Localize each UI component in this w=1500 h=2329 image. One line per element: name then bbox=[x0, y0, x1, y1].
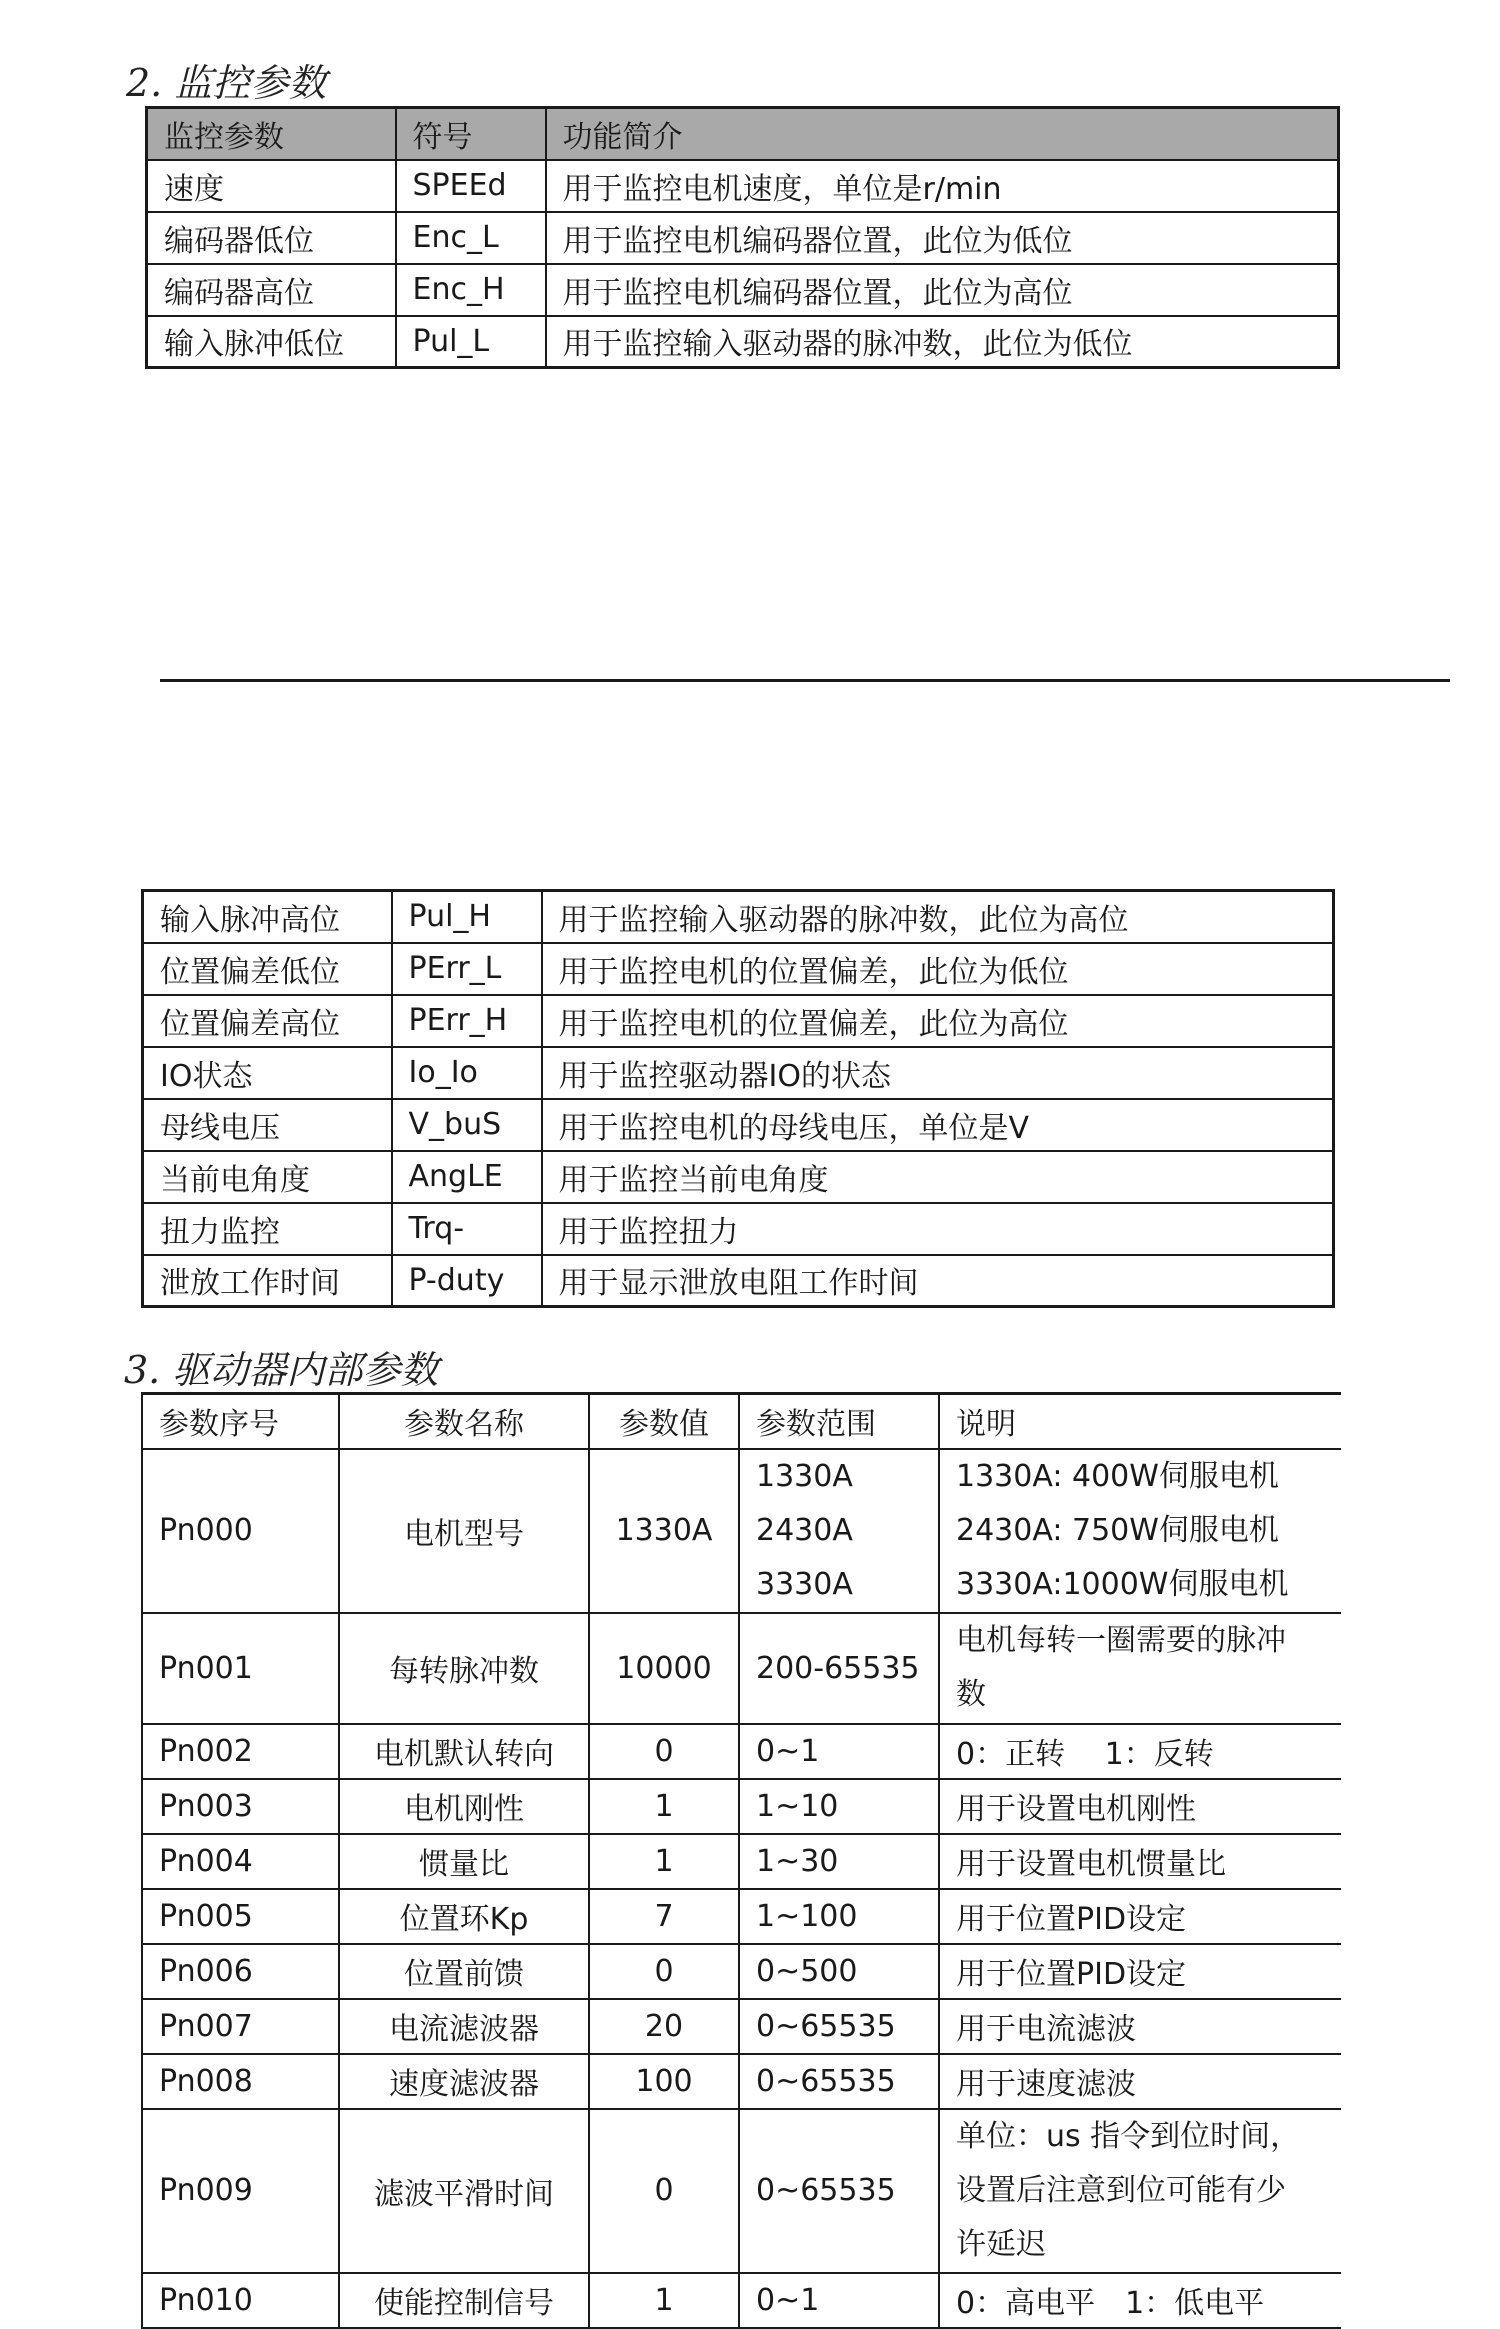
param-value: 0 bbox=[589, 1944, 739, 1999]
table-row bbox=[142, 2054, 1341, 2109]
param-desc: 用于设置电机刚性 bbox=[939, 1779, 1341, 1834]
param-name: 速度 bbox=[147, 160, 396, 212]
param-value: 0 bbox=[589, 2109, 739, 2273]
table-row bbox=[143, 995, 1334, 1047]
param-name: 编码器低位 bbox=[147, 212, 396, 264]
param-symbol: Pul_L bbox=[396, 316, 546, 368]
param-range: 0~65535 bbox=[739, 1999, 939, 2054]
range-line: 1330A bbox=[756, 1458, 853, 1494]
param-desc: 用于监控扭力 bbox=[542, 1203, 1334, 1255]
param-name: 每转脉冲数 bbox=[339, 1613, 589, 1724]
param-value: 1330A bbox=[589, 1449, 739, 1613]
param-name: 当前电角度 bbox=[143, 1151, 392, 1203]
param-desc: 0：正转 1：反转 bbox=[939, 1724, 1341, 1779]
param-symbol: Trq- bbox=[392, 1203, 542, 1255]
table-header-row bbox=[142, 1394, 1341, 1449]
param-value: 20 bbox=[589, 1999, 739, 2054]
param-symbol: PErr_H bbox=[392, 995, 542, 1047]
param-id: Pn000 bbox=[142, 1449, 339, 1613]
table-row bbox=[143, 1203, 1334, 1255]
param-desc: 用于显示泄放电阻工作时间 bbox=[542, 1255, 1334, 1307]
param-symbol: AngLE bbox=[392, 1151, 542, 1203]
param-id: Pn009 bbox=[142, 2109, 339, 2273]
param-desc: 用于监控电机编码器位置，此位为高位 bbox=[546, 264, 1339, 316]
param-symbol: PErr_L bbox=[392, 943, 542, 995]
driver-params-table bbox=[141, 1392, 1341, 2329]
table-row bbox=[143, 891, 1334, 943]
param-name: 位置偏差低位 bbox=[143, 943, 392, 995]
table-row bbox=[142, 2273, 1341, 2328]
header-cell: 监控参数 bbox=[147, 108, 396, 160]
param-value: 1 bbox=[589, 1834, 739, 1889]
range-line: 3330A bbox=[756, 1566, 853, 1602]
param-name: 输入脉冲低位 bbox=[147, 316, 396, 368]
table-row bbox=[147, 316, 1339, 368]
param-desc: 用于监控驱动器IO的状态 bbox=[542, 1047, 1334, 1099]
param-id: Pn006 bbox=[142, 1944, 339, 1999]
table-row bbox=[147, 212, 1339, 264]
header-cell: 参数值 bbox=[589, 1394, 739, 1449]
table-row bbox=[143, 943, 1334, 995]
param-name: 泄放工作时间 bbox=[143, 1255, 392, 1307]
table-row bbox=[147, 160, 1339, 212]
section-3-heading: 3. 驱动器内部参数 bbox=[124, 1348, 439, 1392]
desc-line: 许延迟 bbox=[956, 2226, 1046, 2262]
param-desc bbox=[939, 1613, 1341, 1724]
desc-line: 2430A: 750W伺服电机 bbox=[956, 1512, 1279, 1548]
param-value: 1 bbox=[589, 2273, 739, 2328]
param-desc: 用于设置电机惯量比 bbox=[939, 1834, 1341, 1889]
header-cell: 参数名称 bbox=[339, 1394, 589, 1449]
param-value: 10000 bbox=[589, 1613, 739, 1724]
table-row bbox=[142, 2109, 1341, 2273]
param-value: 0 bbox=[589, 1724, 739, 1779]
param-range: 1~30 bbox=[739, 1834, 939, 1889]
table-header-row bbox=[147, 108, 1339, 160]
param-range: 0~1 bbox=[739, 1724, 939, 1779]
param-name: 电流滤波器 bbox=[339, 1999, 589, 2054]
param-range: 0~65535 bbox=[739, 2109, 939, 2273]
param-name: 编码器高位 bbox=[147, 264, 396, 316]
param-desc: 0：高电平 1：低电平 bbox=[939, 2273, 1341, 2328]
param-name: 滤波平滑时间 bbox=[339, 2109, 589, 2273]
table-row bbox=[142, 1724, 1341, 1779]
param-id: Pn010 bbox=[142, 2273, 339, 2328]
param-name: 位置环Kp bbox=[339, 1889, 589, 1944]
param-symbol: Enc_L bbox=[396, 212, 546, 264]
header-cell: 参数序号 bbox=[142, 1394, 339, 1449]
table-row bbox=[143, 1255, 1334, 1307]
param-name: 扭力监控 bbox=[143, 1203, 392, 1255]
param-symbol: V_buS bbox=[392, 1099, 542, 1151]
table-row bbox=[142, 1834, 1341, 1889]
param-symbol: Pul_H bbox=[392, 891, 542, 943]
page-divider bbox=[160, 679, 1450, 682]
desc-line: 数 bbox=[956, 1677, 986, 1712]
table-row bbox=[142, 1779, 1341, 1834]
table-row bbox=[143, 1151, 1334, 1203]
param-name: 电机型号 bbox=[339, 1449, 589, 1613]
table-row bbox=[143, 1047, 1334, 1099]
table-row bbox=[142, 1613, 1341, 1724]
param-name: 位置偏差高位 bbox=[143, 995, 392, 1047]
param-name: 电机默认转向 bbox=[339, 1724, 589, 1779]
param-value: 100 bbox=[589, 2054, 739, 2109]
param-name: IO状态 bbox=[143, 1047, 392, 1099]
monitor-params-table-part1 bbox=[145, 106, 1340, 369]
param-symbol: SPEEd bbox=[396, 160, 546, 212]
param-desc: 用于监控输入驱动器的脉冲数，此位为高位 bbox=[542, 891, 1334, 943]
param-range: 1~10 bbox=[739, 1779, 939, 1834]
param-symbol: Io_Io bbox=[392, 1047, 542, 1099]
param-name: 母线电压 bbox=[143, 1099, 392, 1151]
header-cell: 符号 bbox=[396, 108, 546, 160]
param-range: 0~65535 bbox=[739, 2054, 939, 2109]
table-row bbox=[142, 1999, 1341, 2054]
param-desc: 用于速度滤波 bbox=[939, 2054, 1341, 2109]
param-desc: 用于位置PID设定 bbox=[939, 1944, 1341, 1999]
param-desc: 用于监控电机的母线电压，单位是V bbox=[542, 1099, 1334, 1151]
param-desc: 用于监控电机速度，单位是r/min bbox=[546, 160, 1339, 212]
param-desc bbox=[939, 2109, 1341, 2273]
table-row bbox=[143, 1099, 1334, 1151]
param-range: 1~100 bbox=[739, 1889, 939, 1944]
param-symbol: P-duty bbox=[392, 1255, 542, 1307]
table-row bbox=[142, 1889, 1341, 1944]
param-id: Pn004 bbox=[142, 1834, 339, 1889]
desc-line: 电机每转一圈需要的脉冲 bbox=[956, 1623, 1286, 1658]
desc-line: 3330A:1000W伺服电机 bbox=[956, 1566, 1289, 1602]
header-cell: 说明 bbox=[939, 1394, 1341, 1449]
param-name: 速度滤波器 bbox=[339, 2054, 589, 2109]
param-range bbox=[739, 1449, 939, 1613]
table-row bbox=[142, 1944, 1341, 1999]
param-name: 输入脉冲高位 bbox=[143, 891, 392, 943]
param-value: 1 bbox=[589, 1779, 739, 1834]
param-desc: 用于位置PID设定 bbox=[939, 1889, 1341, 1944]
param-id: Pn005 bbox=[142, 1889, 339, 1944]
param-desc: 用于监控输入驱动器的脉冲数，此位为低位 bbox=[546, 316, 1339, 368]
desc-line: 1330A: 400W伺服电机 bbox=[956, 1458, 1279, 1494]
param-name: 使能控制信号 bbox=[339, 2273, 589, 2328]
param-id: Pn001 bbox=[142, 1613, 339, 1724]
param-id: Pn003 bbox=[142, 1779, 339, 1834]
param-range: 200-65535 bbox=[739, 1613, 939, 1724]
param-desc: 用于监控当前电角度 bbox=[542, 1151, 1334, 1203]
param-range: 0~1 bbox=[739, 2273, 939, 2328]
range-line: 2430A bbox=[756, 1512, 853, 1548]
param-id: Pn007 bbox=[142, 1999, 339, 2054]
param-desc: 用于监控电机的位置偏差，此位为低位 bbox=[542, 943, 1334, 995]
table-row bbox=[147, 264, 1339, 316]
param-desc: 用于监控电机编码器位置，此位为低位 bbox=[546, 212, 1339, 264]
param-symbol: Enc_H bbox=[396, 264, 546, 316]
param-name: 惯量比 bbox=[339, 1834, 589, 1889]
header-cell: 功能简介 bbox=[546, 108, 1339, 160]
param-id: Pn008 bbox=[142, 2054, 339, 2109]
section-2-heading: 2. 监控参数 bbox=[126, 61, 327, 105]
param-desc: 用于电流滤波 bbox=[939, 1999, 1341, 2054]
desc-line: 单位：us 指令到位时间， bbox=[956, 2118, 1301, 2154]
header-cell: 参数范围 bbox=[739, 1394, 939, 1449]
param-desc: 用于监控电机的位置偏差，此位为高位 bbox=[542, 995, 1334, 1047]
param-desc bbox=[939, 1449, 1341, 1613]
monitor-params-table-part2 bbox=[141, 889, 1335, 1308]
param-name: 电机刚性 bbox=[339, 1779, 589, 1834]
param-id: Pn002 bbox=[142, 1724, 339, 1779]
param-value: 7 bbox=[589, 1889, 739, 1944]
desc-line: 设置后注意到位可能有少 bbox=[956, 2172, 1286, 2208]
table-row bbox=[142, 1449, 1341, 1613]
param-range: 0~500 bbox=[739, 1944, 939, 1999]
param-name: 位置前馈 bbox=[339, 1944, 589, 1999]
